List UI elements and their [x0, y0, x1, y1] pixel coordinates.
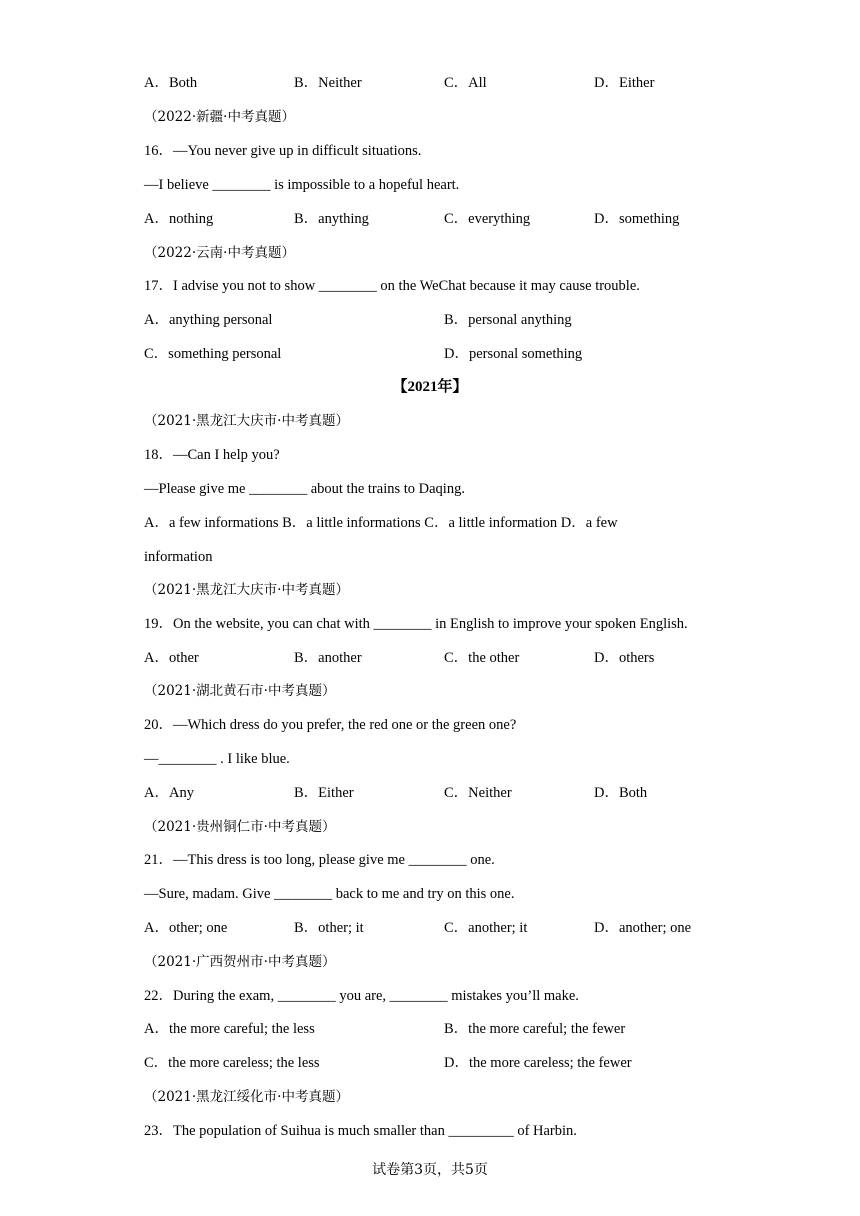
- q16-stem: 16．—You never give up in difficult situations.: [144, 143, 422, 159]
- q22-option-a: A．the more careful; the less: [144, 1021, 315, 1037]
- q21-option-b: B．other; it: [294, 920, 364, 936]
- q18-reply: —Please give me ________ about the trains to Daqing.: [144, 481, 465, 497]
- q20-stem: 20．—Which dress do you prefer, the red one or the green one?: [144, 717, 517, 733]
- q16-option-b: B．anything: [294, 211, 369, 227]
- q21-reply: —Sure, madam. Give ________ back to me and try on this one.: [144, 886, 515, 902]
- q18-options: A．a few informations B．a little informations C．a little information D．a few: [144, 515, 618, 531]
- q22-stem: 22．During the exam, ________ you are, ________ mistakes you’ll make.: [144, 988, 579, 1004]
- q21-option-a: A．other; one: [144, 920, 228, 936]
- q17-option-a: A．anything personal: [144, 312, 273, 328]
- q16-option-c: C．everything: [444, 211, 531, 227]
- q21-option-c: C．another; it: [444, 920, 528, 936]
- q21-stem: 21．—This dress is too long, please give me ________ one.: [144, 852, 495, 868]
- q19-stem: 19．On the website, you can chat with ________ in English to improve your spoken English.: [144, 616, 688, 632]
- q23-stem: 23．The population of Suihua is much smaller than _________ of Harbin.: [144, 1123, 577, 1139]
- q23-source: （2021·黑龙江绥化市·中考真题）: [144, 1089, 349, 1105]
- q17-option-d: D．personal something: [444, 346, 583, 362]
- q17-option-c: C．something personal: [144, 346, 282, 362]
- q15-option-c: C．All: [444, 75, 487, 91]
- q15-option-d: D．Either: [594, 75, 655, 91]
- q20-reply: —________ . I like blue.: [144, 751, 290, 767]
- q20-source: （2021·湖北黄石市·中考真题）: [144, 683, 336, 699]
- q19-source: （2021·黑龙江大庆市·中考真题）: [144, 582, 349, 598]
- q22-source: （2021·广西贺州市·中考真题）: [144, 954, 336, 970]
- q19-option-c: C．the other: [444, 650, 520, 666]
- q15-option-a: A．Both: [144, 75, 198, 91]
- q22-option-b: B．the more careful; the fewer: [444, 1021, 626, 1037]
- q19-option-b: B．another: [294, 650, 362, 666]
- q16-source: （2022·新疆·中考真题）: [144, 109, 295, 125]
- q16-option-d: D．something: [594, 211, 680, 227]
- q16-option-a: A．nothing: [144, 211, 214, 227]
- q20-option-a: A．Any: [144, 785, 194, 801]
- q21-option-d: D．another; one: [594, 920, 692, 936]
- q19-option-a: A．other: [144, 650, 199, 666]
- q22-option-c: C．the more careless; the less: [144, 1055, 320, 1071]
- q20-option-b: B．Either: [294, 785, 354, 801]
- q20-option-d: D．Both: [594, 785, 648, 801]
- page-footer: 试卷第3页，共5页: [372, 1162, 488, 1178]
- q22-option-d: D．the more careless; the fewer: [444, 1055, 632, 1071]
- q17-source: （2022·云南·中考真题）: [144, 245, 295, 261]
- q15-option-b: B．Neither: [294, 75, 362, 91]
- q21-source: （2021·贵州铜仁市·中考真题）: [144, 819, 336, 835]
- q16-reply: —I believe ________ is impossible to a hopeful heart.: [144, 177, 460, 193]
- q20-option-c: C．Neither: [444, 785, 512, 801]
- q17-stem: 17．I advise you not to show ________ on the WeChat because it may cause trouble.: [144, 278, 640, 294]
- q19-option-d: D．others: [594, 650, 655, 666]
- q18-stem: 18．—Can I help you?: [144, 447, 280, 463]
- year-heading: 【2021年】: [392, 379, 468, 395]
- q18-options-wrap: information: [144, 549, 213, 565]
- q17-option-b: B．personal anything: [444, 312, 572, 328]
- q18-source: （2021·黑龙江大庆市·中考真题）: [144, 413, 349, 429]
